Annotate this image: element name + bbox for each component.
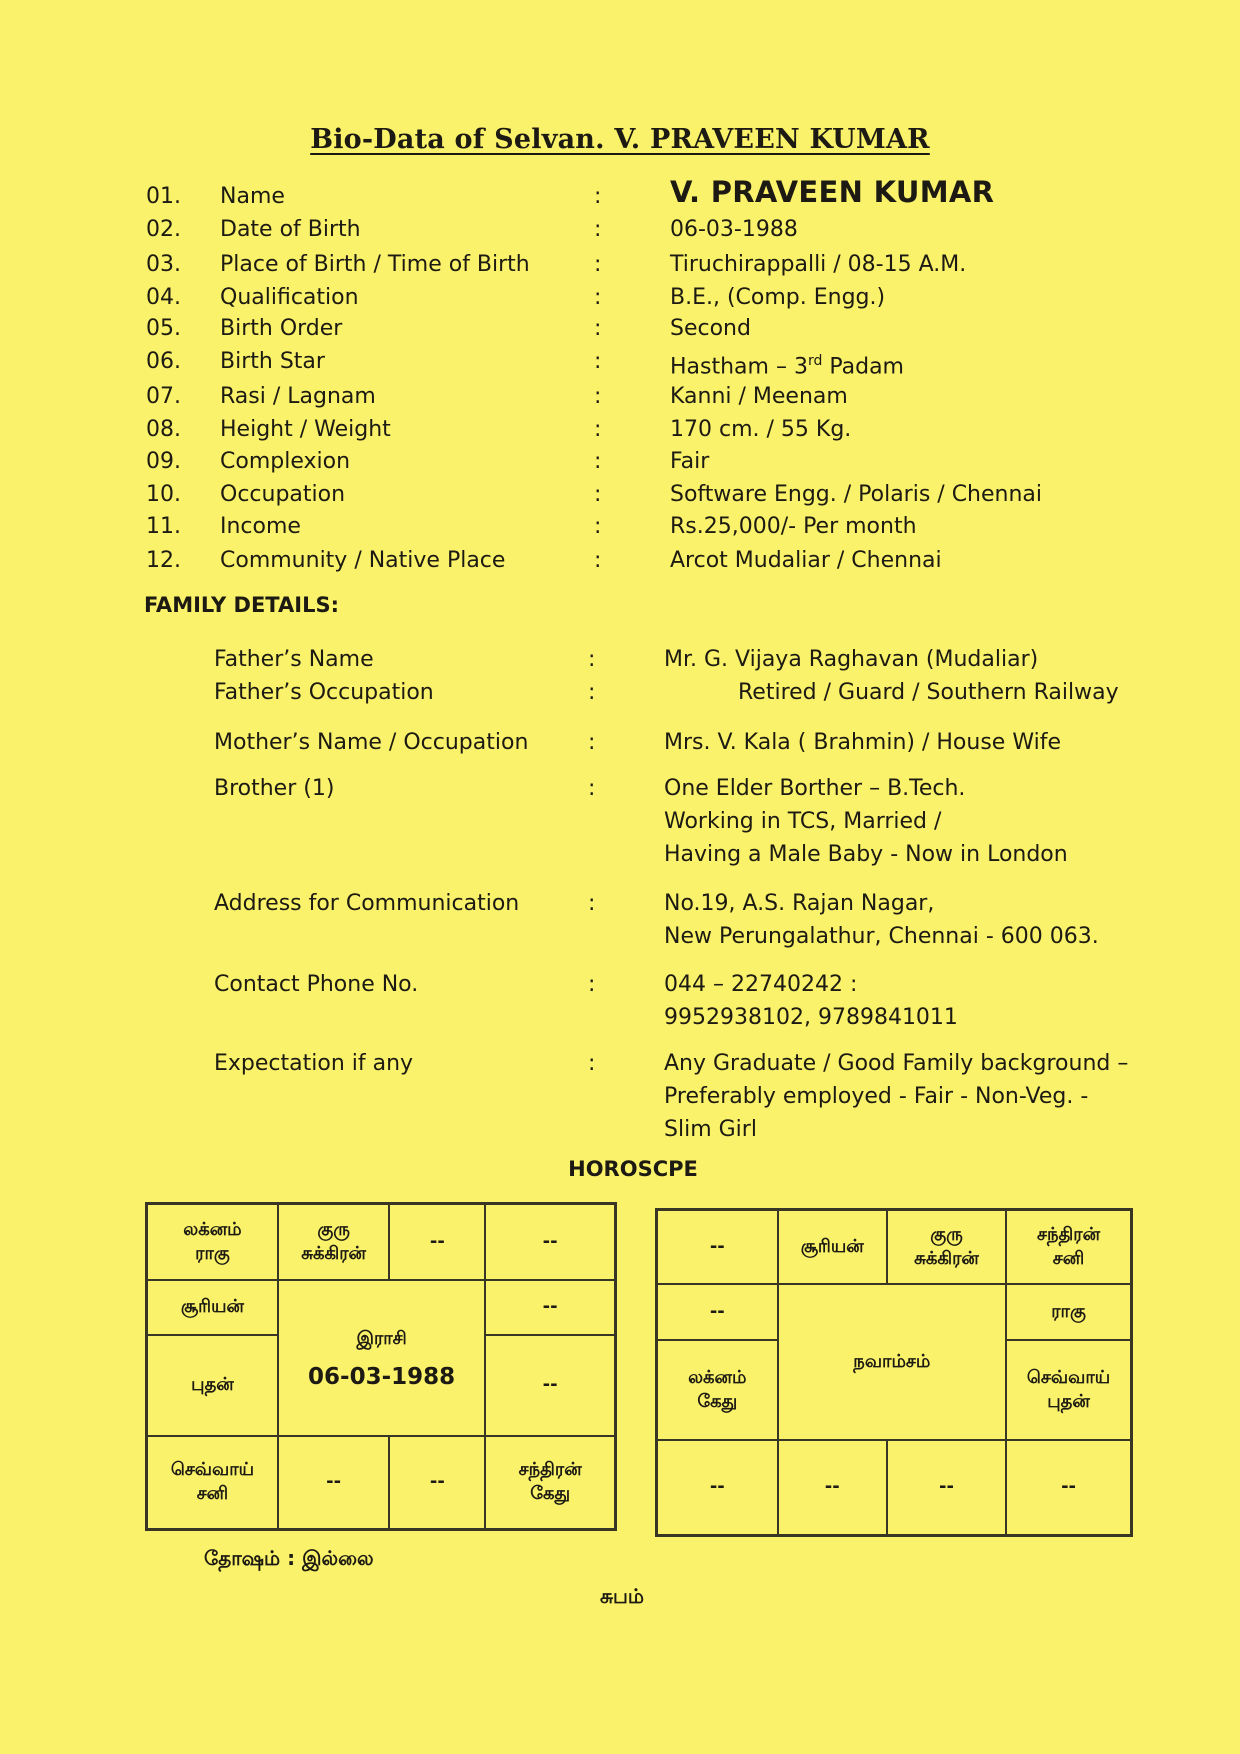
navamsam-house: -- xyxy=(657,1210,778,1284)
row-label: Mother’s Name / Occupation xyxy=(214,730,529,755)
row-colon: : xyxy=(594,316,602,341)
navamsam-chart xyxy=(655,1208,1133,1537)
rasi-house: சந்திரன் கேது xyxy=(485,1436,615,1530)
value-line: One Elder Borther – B.Tech. xyxy=(664,776,966,801)
navamsam-house: சந்திரன் சனி xyxy=(1006,1210,1131,1284)
row-label: Occupation xyxy=(220,482,346,507)
row-label: Rasi / Lagnam xyxy=(220,384,376,409)
navamsam-center xyxy=(778,1284,1007,1440)
row-colon: : xyxy=(594,514,602,539)
row-label: Community / Native Place xyxy=(220,548,506,573)
page-title: Bio-Data of Selvan. V. PRAVEEN KUMAR xyxy=(310,124,930,155)
value-line: 044 – 22740242 : xyxy=(664,972,858,997)
row-value: Retired / Guard / Southern Railway xyxy=(738,680,1119,705)
row-value: Arcot Mudaliar / Chennai xyxy=(670,548,942,573)
row-label: Date of Birth xyxy=(220,217,361,242)
dosham-note: தோஷம் : இல்லை xyxy=(204,1546,374,1570)
rasi-house: சூரியன் xyxy=(147,1280,278,1335)
row-label: Father’s Name xyxy=(214,647,374,672)
row-value: Fair xyxy=(670,449,710,474)
row-value: Mr. G. Vijaya Raghavan (Mudaliar) xyxy=(664,647,1039,672)
row-value: Rs.25,000/- Per month xyxy=(670,514,917,539)
row-colon: : xyxy=(594,252,602,277)
row-value: Tiruchirappalli / 08-15 A.M. xyxy=(670,252,967,277)
subam-footer: சுபம் xyxy=(600,1584,645,1608)
rasi-house: செவ்வாய் சனி xyxy=(147,1436,278,1530)
row-value: 06-03-1988 xyxy=(670,217,798,242)
row-colon: : xyxy=(588,680,596,705)
row-value xyxy=(664,968,958,1034)
navamsam-house: -- xyxy=(657,1284,778,1340)
row-value: V. PRAVEEN KUMAR xyxy=(670,175,995,209)
navamsam-house: ராகு xyxy=(1006,1284,1131,1340)
navamsam-title: நவாம்சம் xyxy=(853,1350,931,1372)
rasi-chart xyxy=(145,1202,617,1531)
row-colon: : xyxy=(588,647,596,672)
row-label: Birth Star xyxy=(220,349,325,374)
row-label: Father’s Occupation xyxy=(214,680,434,705)
rasi-house: -- xyxy=(485,1335,615,1436)
row-label: Complexion xyxy=(220,449,351,474)
row-colon: : xyxy=(594,285,602,310)
row-colon: : xyxy=(588,1051,596,1076)
rasi-house: -- xyxy=(389,1204,485,1281)
row-colon: : xyxy=(594,417,602,442)
navamsam-house: -- xyxy=(657,1440,778,1536)
family-details-heading: FAMILY DETAILS: xyxy=(144,593,339,617)
row-colon: : xyxy=(588,730,596,755)
value-line: 9952938102, 9789841011 xyxy=(664,1005,958,1030)
row-value: 170 cm. / 55 Kg. xyxy=(670,417,852,442)
row-number: 11. xyxy=(146,514,181,539)
row-value: B.E., (Comp. Engg.) xyxy=(670,285,886,310)
row-label: Income xyxy=(220,514,301,539)
navamsam-house: சூரியன் xyxy=(778,1210,887,1284)
value-line: Preferably employed - Fair - Non-Veg. - xyxy=(664,1084,1089,1109)
horoscope-heading: HOROSCPE xyxy=(568,1157,698,1181)
row-colon: : xyxy=(594,217,602,242)
rasi-house: -- xyxy=(485,1204,615,1281)
row-number: 10. xyxy=(146,482,181,507)
row-label: Brother (1) xyxy=(214,776,335,801)
navamsam-house: செவ்வாய் புதன் xyxy=(1006,1340,1131,1440)
row-number: 01. xyxy=(146,184,181,209)
row-number: 05. xyxy=(146,316,181,341)
row-colon: : xyxy=(594,449,602,474)
birth-star-text: Hastham – 3 xyxy=(670,354,808,380)
row-colon: : xyxy=(594,349,602,374)
navamsam-house: -- xyxy=(887,1440,1006,1536)
row-number: 12. xyxy=(146,548,181,573)
row-label: Name xyxy=(220,184,285,209)
row-colon: : xyxy=(588,891,596,916)
row-value xyxy=(664,772,1068,871)
row-label: Height / Weight xyxy=(220,417,391,442)
value-line: Having a Male Baby - Now in London xyxy=(664,842,1068,867)
row-colon: : xyxy=(588,776,596,801)
value-line: New Perungalathur, Chennai - 600 063. xyxy=(664,924,1099,949)
row-label: Expectation if any xyxy=(214,1051,414,1076)
row-number: 06. xyxy=(146,349,181,374)
row-label: Contact Phone No. xyxy=(214,972,419,997)
birth-star-tail: Padam xyxy=(822,354,904,380)
row-value: Software Engg. / Polaris / Chennai xyxy=(670,482,1043,507)
row-value: Kanni / Meenam xyxy=(670,384,848,409)
rasi-house: -- xyxy=(485,1280,615,1335)
row-label: Birth Order xyxy=(220,316,343,341)
rasi-center xyxy=(278,1280,485,1435)
rasi-house: புதன் xyxy=(147,1335,278,1436)
row-value xyxy=(670,345,904,383)
row-colon: : xyxy=(594,184,602,209)
navamsam-house: -- xyxy=(778,1440,887,1536)
value-line: Working in TCS, Married / xyxy=(664,809,942,834)
row-label: Qualification xyxy=(220,285,359,310)
rasi-title: இராசி xyxy=(356,1327,407,1349)
value-line: Slim Girl xyxy=(664,1117,757,1142)
rasi-house: -- xyxy=(278,1436,389,1530)
birth-star-ordinal: rd xyxy=(807,353,823,369)
value-line: Any Graduate / Good Family background – xyxy=(664,1051,1129,1076)
row-number: 03. xyxy=(146,252,181,277)
row-value xyxy=(664,1047,1128,1146)
value-line: No.19, A.S. Rajan Nagar, xyxy=(664,891,935,916)
navamsam-house: -- xyxy=(1006,1440,1131,1536)
row-colon: : xyxy=(588,972,596,997)
row-colon: : xyxy=(594,548,602,573)
rasi-house: -- xyxy=(389,1436,485,1530)
row-value: Mrs. V. Kala ( Brahmin) / House Wife xyxy=(664,730,1061,755)
row-number: 04. xyxy=(146,285,181,310)
rasi-date: 06-03-1988 xyxy=(308,1363,456,1390)
row-value: Second xyxy=(670,316,751,341)
row-number: 02. xyxy=(146,217,181,242)
row-colon: : xyxy=(594,384,602,409)
rasi-house: குரு சுக்கிரன் xyxy=(278,1204,389,1281)
row-value xyxy=(664,887,1099,953)
row-number: 07. xyxy=(146,384,181,409)
row-label: Address for Communication xyxy=(214,891,520,916)
navamsam-house: லக்னம் கேது xyxy=(657,1340,778,1440)
navamsam-house: குரு சுக்கிரன் xyxy=(887,1210,1006,1284)
row-label: Place of Birth / Time of Birth xyxy=(220,252,530,277)
row-colon: : xyxy=(594,482,602,507)
rasi-house: லக்னம் ராகு xyxy=(147,1204,278,1281)
row-number: 09. xyxy=(146,449,181,474)
row-number: 08. xyxy=(146,417,181,442)
